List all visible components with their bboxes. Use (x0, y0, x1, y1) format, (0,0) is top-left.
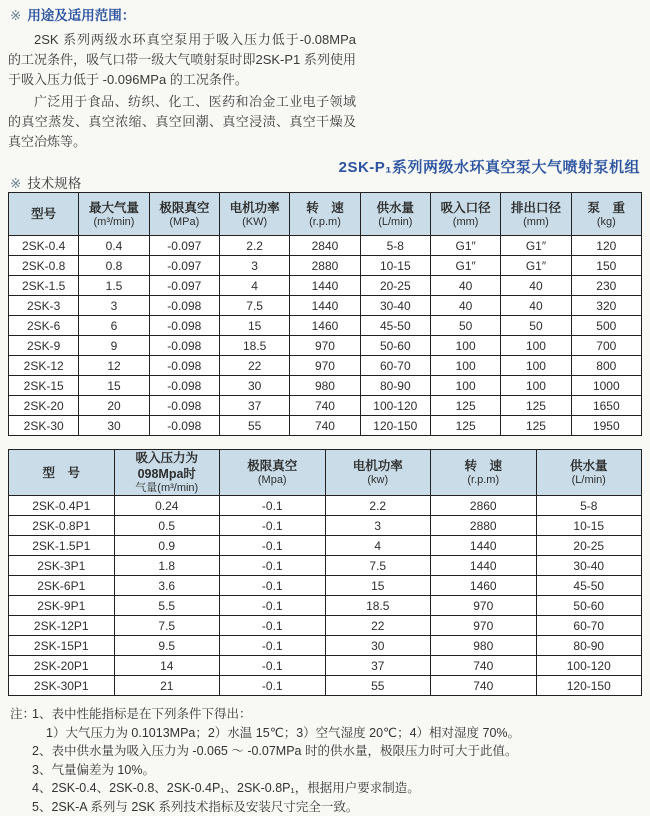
table-cell: 980 (431, 636, 537, 656)
table-cell: 1460 (290, 316, 360, 336)
table-cell: 20-25 (360, 276, 430, 296)
table-cell: 1440 (431, 536, 537, 556)
table-row (9, 336, 642, 356)
table-cell: 125 (501, 416, 571, 436)
table-cell: 18.5 (219, 336, 289, 356)
table-cell: 1440 (431, 556, 537, 576)
table-cell: 5-8 (536, 496, 642, 516)
table-cell: 50 (430, 316, 500, 336)
table-cell: 120-150 (360, 416, 430, 436)
table-cell: -0.1 (220, 596, 326, 616)
reference-mark-icon: ※ (10, 8, 21, 23)
table-cell: 2SK-15 (9, 376, 79, 396)
column-header: 电机功率 (kw) (325, 450, 431, 496)
column-header: 泵 重 (kg) (571, 193, 641, 236)
table-cell: G1″ (501, 256, 571, 276)
table-cell: 3 (325, 516, 431, 536)
table-cell: 125 (430, 396, 500, 416)
table-cell: -0.098 (149, 296, 219, 316)
table-row (9, 316, 642, 336)
table-cell: 100 (430, 336, 500, 356)
table-cell: 2SK-0.8P1 (9, 516, 115, 536)
table-cell: 0.24 (114, 496, 220, 516)
table-cell: 2SK-30 (9, 416, 79, 436)
table-cell: 7.5 (219, 296, 289, 316)
table-cell: 2.2 (219, 236, 289, 256)
table-row (9, 356, 642, 376)
table-cell: 120 (571, 236, 641, 256)
table-row (9, 576, 642, 596)
table-cell: 3.6 (114, 576, 220, 596)
table-cell: 740 (290, 396, 360, 416)
table-cell: 2SK-3P1 (9, 556, 115, 576)
column-header: 吸入压力为098Mpa时 气量(m³/min) (114, 450, 220, 496)
table-cell: 50 (501, 316, 571, 336)
table-cell: 2SK-3 (9, 296, 79, 316)
column-header: 最大气量 (m³/min) (79, 193, 149, 236)
table-cell: -0.1 (220, 576, 326, 596)
table-cell: 30 (325, 636, 431, 656)
table-cell: 37 (325, 656, 431, 676)
table-cell: 1950 (571, 416, 641, 436)
table-cell: 21 (114, 676, 220, 696)
table-cell: 2SK-6P1 (9, 576, 115, 596)
table-cell: 2SK-12P1 (9, 616, 115, 636)
table-row (9, 396, 642, 416)
table-cell: G1″ (501, 236, 571, 256)
table-cell: 150 (571, 256, 641, 276)
column-header: 转 速 (r.p.m) (290, 193, 360, 236)
table2-wrapper (8, 449, 642, 696)
table-cell: 9.5 (114, 636, 220, 656)
table-cell: 100 (501, 376, 571, 396)
table-cell: 2SK-9P1 (9, 596, 115, 616)
table-cell: 970 (431, 596, 537, 616)
column-header: 排出口径 (mm) (501, 193, 571, 236)
table-cell: 45-50 (360, 316, 430, 336)
reference-mark-icon: ※ (10, 176, 21, 191)
table-cell: -0.1 (220, 676, 326, 696)
table-cell: 10-15 (360, 256, 430, 276)
table-cell: 2SK-0.4 (9, 236, 79, 256)
table-cell: 22 (219, 356, 289, 376)
table-cell: 45-50 (536, 576, 642, 596)
table-cell: 800 (571, 356, 641, 376)
table-cell: -0.098 (149, 316, 219, 336)
table-cell: -0.097 (149, 236, 219, 256)
table-cell: -0.098 (149, 356, 219, 376)
table-cell: 5-8 (360, 236, 430, 256)
table-cell: 100-120 (536, 656, 642, 676)
table-cell: 1.5 (79, 276, 149, 296)
table-cell: 50-60 (536, 596, 642, 616)
table-cell: -0.097 (149, 256, 219, 276)
table-cell: -0.1 (220, 516, 326, 536)
table-cell: 2SK-9 (9, 336, 79, 356)
table-cell: 0.9 (114, 536, 220, 556)
table-cell: 1650 (571, 396, 641, 416)
table-row (9, 256, 642, 276)
table-cell: -0.098 (149, 396, 219, 416)
table-cell: 40 (430, 296, 500, 316)
table-cell: 970 (290, 356, 360, 376)
table-row (9, 376, 642, 396)
table-row (9, 556, 642, 576)
note-item: 3、气量偏差为 10%。 (32, 761, 642, 780)
table-cell: 30-40 (536, 556, 642, 576)
table-head (9, 193, 642, 236)
usage-paragraph-2: 广泛用于食品、纺织、化工、医药和冶金工业电子领域的真空蒸发、真空浓缩、真空回潮、真空浸渍、真空干燥及真空冶炼等。 (8, 92, 356, 152)
table-cell: 50-60 (360, 336, 430, 356)
table-cell: 40 (430, 276, 500, 296)
table-cell: -0.1 (220, 556, 326, 576)
table-row (9, 616, 642, 636)
column-header: 供水量 (L/min) (536, 450, 642, 496)
table-row (9, 676, 642, 696)
table-cell: 100 (501, 336, 571, 356)
table-cell: 37 (219, 396, 289, 416)
table-cell: 980 (290, 376, 360, 396)
table-cell: -0.1 (220, 656, 326, 676)
table-cell: 2SK-20P1 (9, 656, 115, 676)
column-header: 电机功率 (KW) (219, 193, 289, 236)
table-cell: -0.098 (149, 416, 219, 436)
table-cell: 30 (79, 416, 149, 436)
table-cell: 2SK-1.5P1 (9, 536, 115, 556)
table-cell: 18.5 (325, 596, 431, 616)
table-cell: 2880 (290, 256, 360, 276)
table-cell: 7.5 (114, 616, 220, 636)
table-cell: 100-120 (360, 396, 430, 416)
table-cell: 740 (431, 676, 537, 696)
table-cell: 125 (501, 396, 571, 416)
table-cell: 1440 (290, 276, 360, 296)
note-item: 1、表中性能指标是在下列条件下得出： (32, 705, 642, 724)
spec-heading-text: 技术规格 (27, 176, 81, 191)
table-cell: 3 (79, 296, 149, 316)
table-header-row (9, 193, 642, 236)
table-cell: 15 (219, 316, 289, 336)
note-item: 4、2SK-0.4、2SK-0.8、2SK-0.4P₁、2SK-0.8P₁，根据用户要求制造。 (32, 779, 642, 798)
table-cell: 0.8 (79, 256, 149, 276)
usage-section-heading (10, 6, 642, 26)
table-cell: 100 (430, 356, 500, 376)
table-row (9, 516, 642, 536)
table-cell: 2SK-15P1 (9, 636, 115, 656)
usage-heading-text: 用途及适用范围： (27, 8, 135, 23)
column-header: 型号 (9, 193, 79, 236)
spec-heading-row (8, 156, 642, 192)
notes-section (8, 705, 642, 816)
table-cell: 15 (325, 576, 431, 596)
table-head (9, 450, 642, 496)
table-cell: 20 (79, 396, 149, 416)
table-cell: 14 (114, 656, 220, 676)
note-item: 1）大气压力为 0.1013MPa；2）水温 15℃；3）空气湿度 20℃；4）相对湿度 70%。 (32, 724, 642, 743)
table-cell: -0.097 (149, 276, 219, 296)
column-header: 吸入口径 (mm) (430, 193, 500, 236)
table-cell: 40 (501, 276, 571, 296)
table-cell: 125 (430, 416, 500, 436)
table-cell: 55 (325, 676, 431, 696)
table-cell: 2SK-20 (9, 396, 79, 416)
table-cell: 15 (79, 376, 149, 396)
table-row (9, 656, 642, 676)
table-cell: 60-70 (360, 356, 430, 376)
table-cell: G1″ (430, 256, 500, 276)
table-cell: 120-150 (536, 676, 642, 696)
table-cell: 2880 (431, 516, 537, 536)
table-cell: 970 (290, 336, 360, 356)
product-series-title: 2SK-P₁系列两级水环真空泵大气喷射泵机组 (339, 156, 640, 177)
pump-spec-table-2sk (8, 192, 642, 436)
table-cell: 2SK-1.5 (9, 276, 79, 296)
table-cell: 970 (431, 616, 537, 636)
table-cell: 100 (430, 376, 500, 396)
table-cell: 2SK-12 (9, 356, 79, 376)
table-row (9, 416, 642, 436)
table-cell: 80-90 (360, 376, 430, 396)
table-cell: -0.1 (220, 536, 326, 556)
table-cell: 2SK-0.4P1 (9, 496, 115, 516)
table-cell: 2840 (290, 236, 360, 256)
table-cell: 7.5 (325, 556, 431, 576)
column-header: 极限真空 (MPa) (149, 193, 219, 236)
table-cell: 60-70 (536, 616, 642, 636)
table-cell: 2.2 (325, 496, 431, 516)
note-item: 2、表中供水量为吸入压力为 -0.065 ～ -0.07MPa 时的供水量，极限压力时可大于此值。 (32, 742, 642, 761)
column-header: 型 号 (9, 450, 115, 496)
table-row (9, 276, 642, 296)
table-cell: 3 (219, 256, 289, 276)
table-cell: 700 (571, 336, 641, 356)
table-cell: 80-90 (536, 636, 642, 656)
table-cell: 10-15 (536, 516, 642, 536)
column-header: 极限真空 (Mpa) (220, 450, 326, 496)
table-cell: 12 (79, 356, 149, 376)
note-item: 5、2SK-A 系列与 2SK 系列技术指标及安装尺寸完全一致。 (32, 798, 642, 816)
table-cell: 230 (571, 276, 641, 296)
table-cell: 740 (431, 656, 537, 676)
table-cell: 1.8 (114, 556, 220, 576)
table-cell: 500 (571, 316, 641, 336)
table-cell: 30 (219, 376, 289, 396)
table-cell: 2860 (431, 496, 537, 516)
spec-section-heading (10, 172, 81, 192)
table-cell: 4 (219, 276, 289, 296)
table-row (9, 296, 642, 316)
table-row (9, 596, 642, 616)
table-cell: 4 (325, 536, 431, 556)
table-cell: 2SK-6 (9, 316, 79, 336)
table-cell: 100 (501, 356, 571, 376)
table-cell: -0.1 (220, 496, 326, 516)
table-cell: G1″ (430, 236, 500, 256)
usage-paragraph-1: 2SK 系列两级水环真空泵用于吸入压力低于-0.08MPa 的工况条件，吸气口带一级大气喷射泵时即2SK-P1 系列使用于吸入压力低于 -0.096MPa 的工况条件。 (8, 30, 356, 90)
table-cell: 30-40 (360, 296, 430, 316)
table-row (9, 536, 642, 556)
column-header: 供水量 (L/min) (360, 193, 430, 236)
table-cell: 0.5 (114, 516, 220, 536)
table-cell: -0.1 (220, 636, 326, 656)
table-cell: 40 (501, 296, 571, 316)
table-cell: 1440 (290, 296, 360, 316)
table-header-row (9, 450, 642, 496)
table-cell: 2SK-0.8 (9, 256, 79, 276)
table-cell: 22 (325, 616, 431, 636)
table-body (9, 236, 642, 436)
table-body (9, 496, 642, 696)
column-header: 转 速 (r.p.m) (431, 450, 537, 496)
table-row (9, 236, 642, 256)
table-cell: -0.098 (149, 376, 219, 396)
table-cell: 55 (219, 416, 289, 436)
table-cell: 1000 (571, 376, 641, 396)
notes-label: 注： (10, 705, 35, 724)
table-cell: 5.5 (114, 596, 220, 616)
table-cell: 1460 (431, 576, 537, 596)
table-cell: 6 (79, 316, 149, 336)
table-cell: 740 (290, 416, 360, 436)
table-row (9, 636, 642, 656)
table-cell: -0.098 (149, 336, 219, 356)
table-cell: -0.1 (220, 616, 326, 636)
pump-spec-table-2sk-p1 (8, 449, 642, 696)
table-row (9, 496, 642, 516)
table-cell: 9 (79, 336, 149, 356)
table-cell: 320 (571, 296, 641, 316)
table-cell: 2SK-30P1 (9, 676, 115, 696)
table-cell: 20-25 (536, 536, 642, 556)
table-cell: 0.4 (79, 236, 149, 256)
